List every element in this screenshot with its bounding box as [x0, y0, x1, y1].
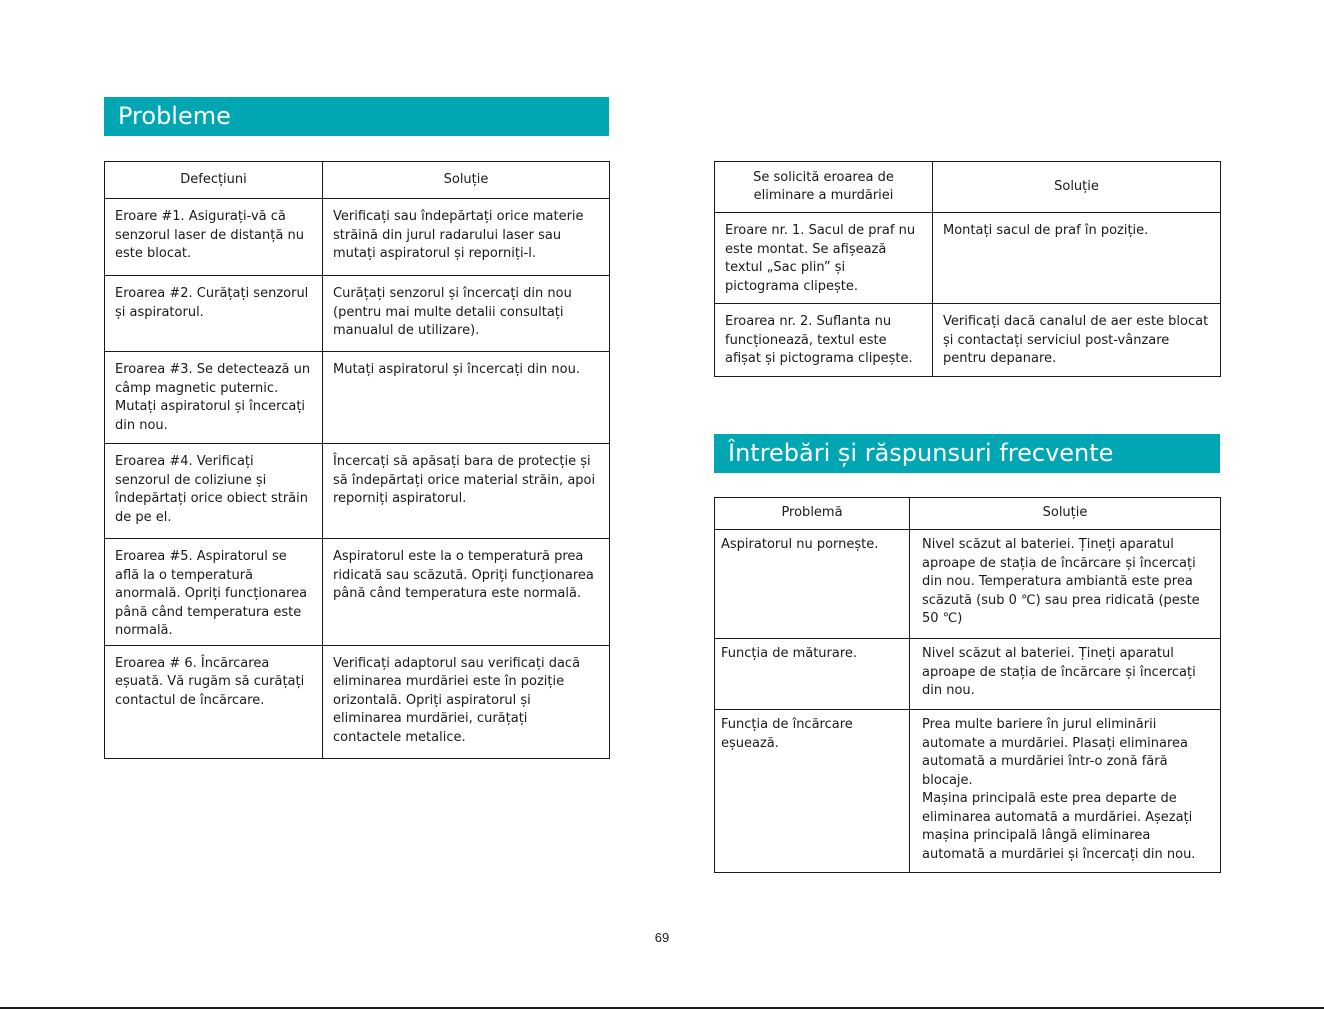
problem-cell: Funcția de măturare. [715, 639, 910, 710]
table-row [715, 639, 1221, 710]
solution-cell: Mutați aspiratorul și încercați din nou. [323, 352, 610, 444]
solution-cell: Verificați sau îndepărtați orice materie străină din jurul radarului laser sau mutați aspiratorul și reporniți-l. [323, 199, 610, 276]
section-title: Întrebări și răspunsuri frecvente [728, 439, 1114, 467]
column-header-solution: Soluție [910, 498, 1221, 530]
table-header-row [105, 162, 610, 199]
problem-cell: Eroare nr. 1. Sacul de praf nu este montat. Se afișează textul „Sac plin” și pictograma clipește. [715, 213, 933, 304]
table-row [715, 710, 1221, 873]
solution-cell [910, 710, 1221, 873]
table-row [105, 276, 610, 352]
table-row [105, 645, 610, 758]
problem-cell: Eroarea #2. Curățați senzorul și aspiratorul. [105, 276, 323, 352]
table-header-row [715, 162, 1221, 213]
column-header-dust-error: Se solicită eroarea de eliminare a murdăriei [715, 162, 933, 213]
section-banner-faq [714, 434, 1220, 473]
solution-cell: Montați sacul de praf în poziție. [933, 213, 1221, 304]
problem-cell: Eroarea nr. 2. Suflanta nu funcționează, textul este afișat și pictograma clipește. [715, 304, 933, 377]
problem-cell: Aspiratorul nu pornește. [715, 530, 910, 639]
solution-cell: Aspiratorul este la o temperatură prea ridicată sau scăzută. Opriți funcționarea până când temperatura este normală. [323, 539, 610, 646]
table-row [105, 539, 610, 646]
section-banner-probleme [104, 97, 609, 136]
problems-table [104, 161, 610, 759]
solution-cell: Încercați să apăsați bara de protecție și să îndepărtați orice material străin, apoi reporniți aspiratorul. [323, 444, 610, 539]
column-header-problem: Problemă [715, 498, 910, 530]
solution-paragraph: Mașina principală este prea departe de eliminarea automată a murdăriei. Așezați mașina principală lângă eliminarea automată a murdăriei și încercați din nou. [922, 791, 1196, 862]
section-title: Probleme [118, 102, 231, 130]
solution-cell: Nivel scăzut al bateriei. Țineți aparatul aproape de stația de încărcare și încercați din nou. [910, 639, 1221, 710]
table-row [105, 444, 610, 539]
page-number: 69 [654, 930, 670, 945]
problem-cell: Eroarea #4. Verificați senzorul de coliziune și îndepărtați orice obiect străin de pe el. [105, 444, 323, 539]
column-header-solution: Soluție [323, 162, 610, 199]
faq-table [714, 497, 1221, 873]
table-row [715, 304, 1221, 377]
solution-cell: Verificați adaptorul sau verificați dacă eliminarea murdăriei este în poziție orizontală. Opriți aspiratorul și eliminarea murdăriei, curățați contactele metalice. [323, 645, 610, 758]
solution-cell: Curățați senzorul și încercați din nou (pentru mai multe detalii consultați manualul de utilizare). [323, 276, 610, 352]
table-row [105, 199, 610, 276]
problem-cell: Eroarea # 6. Încărcarea eșuată. Vă rugăm să curățați contactul de încărcare. [105, 645, 323, 758]
column-header-solution: Soluție [933, 162, 1221, 213]
problem-cell: Funcția de încărcare eșuează. [715, 710, 910, 873]
column-header-defects: Defecțiuni [105, 162, 323, 199]
table-row [715, 213, 1221, 304]
dust-removal-errors-table [714, 161, 1221, 377]
solution-cell: Nivel scăzut al bateriei. Țineți aparatul aproape de stația de încărcare și încercați din nou. Temperatura ambiantă este prea scăzută (sub 0 ℃) sau prea ridicată (peste 50 ℃) [910, 530, 1221, 639]
table-header-row [715, 498, 1221, 530]
problem-cell: Eroarea #3. Se detectează un câmp magnetic puternic. Mutați aspiratorul și încercați din nou. [105, 352, 323, 444]
problem-cell: Eroarea #5. Aspiratorul se află la o temperatură anormală. Opriți funcționarea până când temperatura este normală. [105, 539, 323, 646]
solution-cell: Verificați dacă canalul de aer este blocat și contactați serviciul post-vânzare pentru depanare. [933, 304, 1221, 377]
solution-paragraph: Prea multe bariere în jurul eliminării automate a murdăriei. Plasați eliminarea automată a murdăriei într-o zonă fără blocaje. [922, 717, 1189, 788]
problem-cell: Eroare #1. Asigurați-vă că senzorul laser de distanță nu este blocat. [105, 199, 323, 276]
table-row [105, 352, 610, 444]
table-row [715, 530, 1221, 639]
